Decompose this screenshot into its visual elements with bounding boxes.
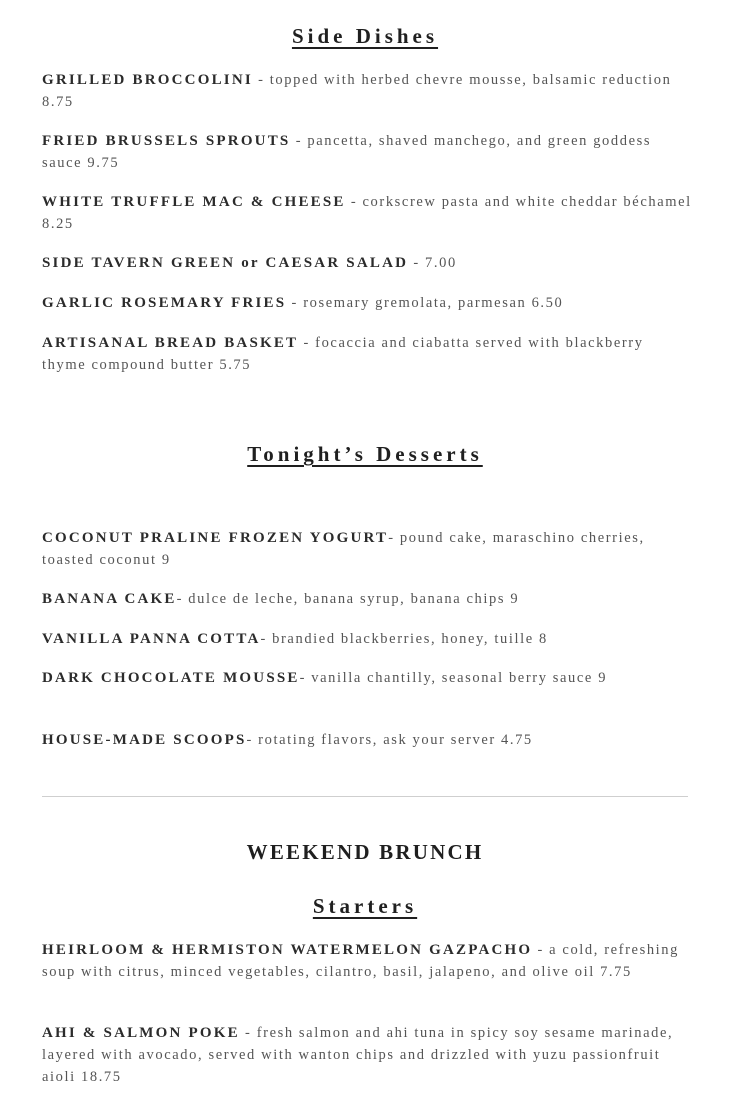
item-name: BANANA CAKE (42, 591, 177, 607)
menu-item (42, 130, 692, 174)
item-description: - brandied blackberries, honey, tuille 8 (260, 631, 548, 647)
item-description: - pound cake, maraschino cherries, toasted coconut 9 (42, 530, 645, 568)
menu-item (42, 191, 692, 235)
item-name: HEIRLOOM & HERMISTON WATERMELON GAZPACHO (42, 942, 533, 958)
item-name: VANILLA PANNA COTTA (42, 631, 261, 647)
item-description: - focaccia and ciabatta served with blackberry thyme compound butter 5.75 (42, 335, 644, 373)
item-description: - dulce de leche, banana syrup, banana chips 9 (176, 591, 520, 607)
item-name: GARLIC ROSEMARY FRIES (42, 295, 287, 311)
item-description: - pancetta, shaved manchego, and green goddess sauce 9.75 (42, 133, 652, 171)
item-description: - topped with herbed chevre mousse, balsamic reduction 8.75 (42, 72, 672, 110)
menu-item (42, 939, 692, 983)
item-name: DARK CHOCOLATE MOUSSE (42, 670, 300, 686)
menu-item (42, 252, 692, 274)
item-name: HOUSE-MADE SCOOPS (42, 732, 247, 748)
item-name: FRIED BRUSSELS SPROUTS (42, 133, 291, 149)
desserts-heading: Tonight’s Desserts (247, 442, 483, 466)
item-name: AHI & SALMON POKE (42, 1025, 240, 1041)
menu-item (42, 69, 692, 113)
item-description: - rotating flavors, ask your server 4.75 (246, 732, 533, 748)
menu-item (42, 729, 692, 751)
menu-item (42, 667, 692, 689)
item-name: GRILLED BROCCOLINI (42, 72, 253, 88)
item-description: - corkscrew pasta and white cheddar béchamel 8.25 (42, 194, 692, 232)
menu-item (42, 527, 692, 571)
brunch-heading: WEEKEND BRUNCH (246, 840, 484, 864)
item-name: ARTISANAL BREAD BASKET (42, 335, 299, 351)
item-description: - rosemary gremolata, parmesan 6.50 (286, 295, 564, 311)
section-divider (42, 796, 688, 797)
item-name: SIDE TAVERN GREEN or CAESAR SALAD (42, 255, 409, 271)
side-dishes-heading: Side Dishes (291, 24, 439, 48)
item-description: - fresh salmon and ahi tuna in spicy soy sesame marinade, layered with avocado, served with wanton chips and drizzled with yuzu passionfruit aioli 18.75 (42, 1025, 674, 1085)
item-description: - 7.00 (408, 255, 457, 271)
starters-heading: Starters (312, 894, 418, 918)
item-description: - vanilla chantilly, seasonal berry sauce 9 (299, 670, 608, 686)
item-name: COCONUT PRALINE FROZEN YOGURT (42, 530, 389, 546)
menu-item (42, 332, 692, 376)
item-name: WHITE TRUFFLE MAC & CHEESE (42, 194, 346, 210)
menu-item (42, 628, 692, 650)
menu-item (42, 292, 692, 314)
menu-item (42, 588, 692, 610)
item-description: - a cold, refreshing soup with citrus, minced vegetables, cilantro, basil, jalapeno, and olive oil 7.75 (42, 942, 679, 980)
menu-item (42, 1022, 692, 1088)
